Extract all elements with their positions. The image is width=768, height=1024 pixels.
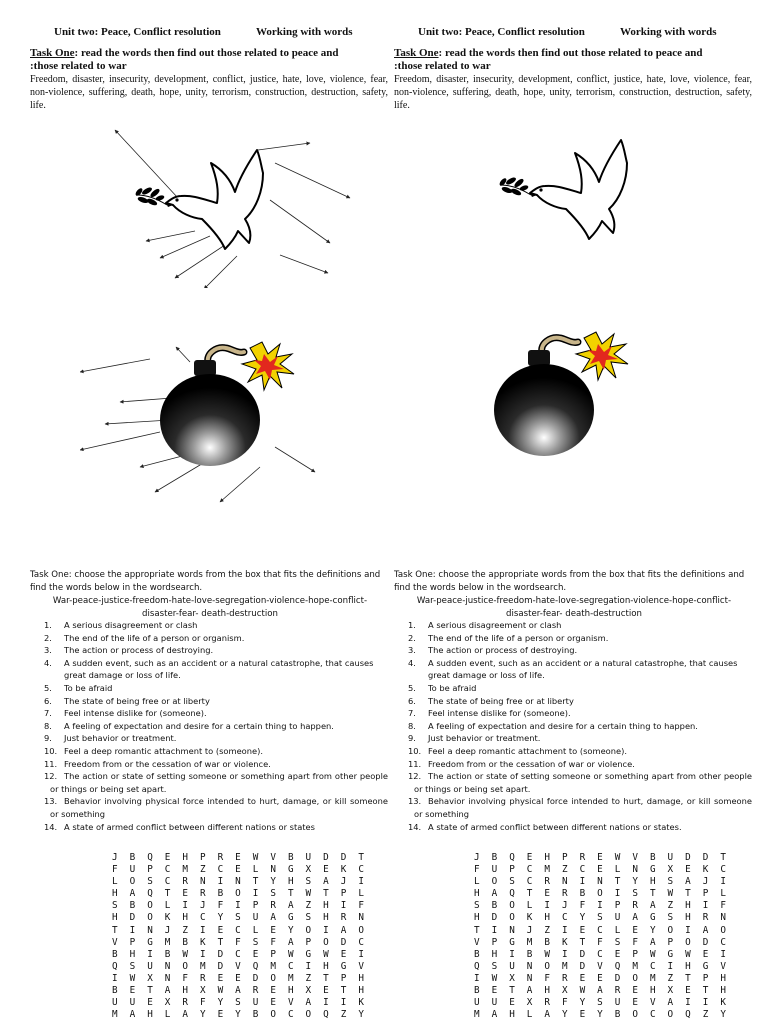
task-two-instructions xyxy=(30,569,390,595)
bomb-icon xyxy=(492,330,652,465)
dove-icon xyxy=(135,145,285,255)
definition-item: 7. Feel intense dislike for (someone). xyxy=(44,708,207,719)
bomb-icon xyxy=(158,340,318,475)
section-title: Working with words xyxy=(256,26,353,38)
definition-item: 11. Freedom from or the cessation of war or violence. xyxy=(408,758,635,769)
task2-label: Task One xyxy=(30,570,69,580)
task2-text: : choose the appropriate words from the box that fits the definitions and find the words below in the wordsearch. xyxy=(394,570,745,593)
definition-item: 4. A sudden event, such as an accident or a natural catastrophe, that causes great damage or loss of life. xyxy=(44,657,374,681)
definition-item: 13. Behavior involving physical force intended to hurt, damage, or kill someone or something xyxy=(44,796,388,819)
word-box-line-1: War-peace-justice-freedom-hate-love-segregation-violence-hope-conflict- xyxy=(416,596,732,606)
definition-item: 5. To be afraid xyxy=(44,682,113,693)
definition-item: 5. To be afraid xyxy=(408,682,477,693)
word-box xyxy=(394,595,754,621)
wordsearch-grid: J B Q E H P R E W V B U D D T F U P C M Z C E L N G X E K C L O S C R N I N T Y H S A J I H A Q T E R B O I S T W T P L S B O L I J F I P R A Z H I F H D O K H C Y S U A G S H R N T I N J Z I E C L E Y O I A O V P G M B K T F S F A P O D C B H I B W I D C E P W G W E I Q S U N O M D V Q M C I H G V I W X N F R E E D O M Z T P H B E T A H X W A R E H X E T H U U E X R F Y S U E V A I I K M A H L A Y E Y B O C O Q Z Y xyxy=(112,852,368,1021)
definition-item: 10. Feel a deep romantic attachment to (someone). xyxy=(408,745,627,756)
task2-label: Task One xyxy=(394,570,433,580)
definition-item: 2. The end of the life of a person or organism. xyxy=(408,632,609,643)
definition-item: 11. Freedom from or the cessation of war or violence. xyxy=(44,758,271,769)
definition-item: 2. The end of the life of a person or organism. xyxy=(44,632,245,643)
definition-item: 4. A sudden event, such as an accident or a natural catastrophe, that causes great damage or loss of life. xyxy=(408,657,738,681)
word-box-line-2: disaster-fear- death-destruction xyxy=(142,609,278,619)
definition-item: 12. The action or state of setting someone or something apart from other people or things or being set apart. xyxy=(44,771,388,794)
definition-item: 8. A feeling of expectation and desire for a certain thing to happen. xyxy=(44,720,334,731)
word-box-line-1: War-peace-justice-freedom-hate-love-segregation-violence-hope-conflict- xyxy=(52,596,368,606)
dove-icon xyxy=(499,135,649,245)
unit-title: Unit two: Peace, Conflict resolution xyxy=(54,26,221,38)
definition-item: 6. The state of being free or at liberty xyxy=(44,695,210,706)
definition-item: 9. Just behavior or treatment. xyxy=(408,733,541,744)
unit-title: Unit two: Peace, Conflict resolution xyxy=(418,26,585,38)
task-text-2: :those related to war xyxy=(394,60,491,72)
definition-item: 8. A feeling of expectation and desire for a certain thing to happen. xyxy=(408,720,698,731)
definition-item: 1. A serious disagreement or clash xyxy=(408,620,562,630)
word-box-line-2: disaster-fear- death-destruction xyxy=(506,609,642,619)
definitions-list xyxy=(30,619,388,833)
definitions-list xyxy=(394,619,752,833)
task-text-2: :those related to war xyxy=(30,60,127,72)
task-two-instructions xyxy=(394,569,754,595)
task-label: Task One xyxy=(394,47,439,59)
definition-item: 1. A serious disagreement or clash xyxy=(44,620,198,630)
definition-item: 9. Just behavior or treatment. xyxy=(44,733,177,744)
task-one-instructions xyxy=(394,47,752,73)
task2-text: : choose the appropriate words from the box that fits the definitions and find the words below in the wordsearch. xyxy=(30,570,381,593)
definition-item: 3. The action or process of destroying. xyxy=(408,645,578,656)
word-list: Freedom, disaster, insecurity, development, conflict, justice, hate, love, violence, fear, non-violence, suffering, death, hope, unity, terrorism, construction, destruction, safety, life. xyxy=(30,74,388,111)
definition-item: 10. Feel a deep romantic attachment to (someone). xyxy=(44,745,263,756)
task-text: : read the words then find out those related to peace and xyxy=(438,47,703,59)
task-text: : read the words then find out those related to peace and xyxy=(74,47,339,59)
task-label: Task One xyxy=(30,47,75,59)
definition-item: 14. A state of armed conflict between different nations or states xyxy=(44,821,315,832)
word-box xyxy=(30,595,390,621)
section-title: Working with words xyxy=(620,26,717,38)
wordsearch-grid: J B Q E H P R E W V B U D D T F U P C M Z C E L N G X E K C L O S C R N I N T Y H S A J I H A Q T E R B O I S T W T P L S B O L I J F I P R A Z H I F H D O K H C Y S U A G S H R N T I N J Z I E C L E Y O I A O V P G M B K T F S F A P O D C B H I B W I D C E P W G W E I Q S U N O M D V Q M C I H G V I W X N F R E E D O M Z T P H B E T A H X W A R E H X E T H U U E X R F Y S U E V A I I K M A H L A Y E Y B O C O Q Z Y xyxy=(474,852,730,1021)
word-list: Freedom, disaster, insecurity, development, conflict, justice, hate, love, violence, fear, non-violence, suffering, death, hope, unity, terrorism, construction, destruction, safety, life. xyxy=(394,74,752,111)
definition-item: 14. A state of armed conflict between different nations or states. xyxy=(408,821,682,832)
definition-item: 7. Feel intense dislike for (someone). xyxy=(408,708,571,719)
task-one-instructions xyxy=(30,47,388,73)
definition-item: 13. Behavior involving physical force intended to hurt, damage, or kill someone or something xyxy=(408,796,752,819)
definition-item: 12. The action or state of setting someone or something apart from other people or things or being set apart. xyxy=(408,771,752,794)
definition-item: 6. The state of being free or at liberty xyxy=(408,695,574,706)
definition-item: 3. The action or process of destroying. xyxy=(44,645,214,656)
